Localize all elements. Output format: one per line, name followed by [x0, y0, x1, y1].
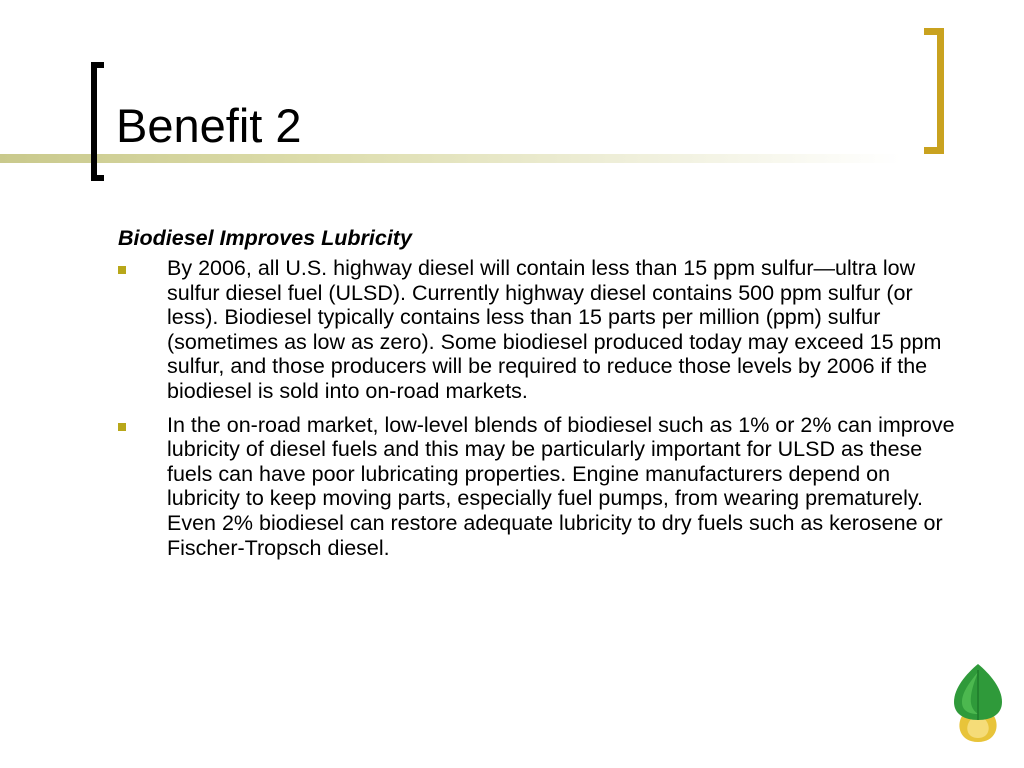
bullet-item [118, 413, 958, 561]
leaf-drop-logo-icon [948, 660, 1008, 746]
square-bullet-icon [118, 266, 126, 274]
bullet-text: In the on-road market, low-level blends of biodiesel such as 1% or 2% can improve lubricity of diesel fuels and this may be particularly important for ULSD as these fuels can have poor lubricating properties. Engine manufacturers depend on lubricity to keep moving parts, especially fuel pumps, from wearing prematurely. Even 2% biodiesel can restore adequate lubricity to dry fuels such as kerosene or Fischer-Tropsch diesel. [167, 412, 955, 560]
bullet-list [118, 256, 958, 560]
right-bracket-decoration [924, 28, 944, 154]
left-bracket-decoration [91, 62, 104, 181]
bullet-item [118, 256, 958, 404]
square-bullet-icon [118, 423, 126, 431]
bullet-text: By 2006, all U.S. highway diesel will contain less than 15 ppm sulfur—ultra low sulfur diesel fuel (ULSD). Currently highway diesel contains 500 ppm sulfur (or less). Biodiesel typically contains less than 15 parts per million (ppm) sulfur (sometimes as low as zero). Some biodiesel produced today may exceed 15 ppm sulfur, and those producers will be required to reduce those levels by 2006 if the biodiesel is sold into on-road markets. [167, 256, 942, 403]
slide-title: Benefit 2 [116, 102, 308, 149]
subheading: Biodiesel Improves Lubricity [118, 226, 412, 250]
slide-body [118, 224, 958, 569]
title-underline-bar [0, 154, 1024, 163]
